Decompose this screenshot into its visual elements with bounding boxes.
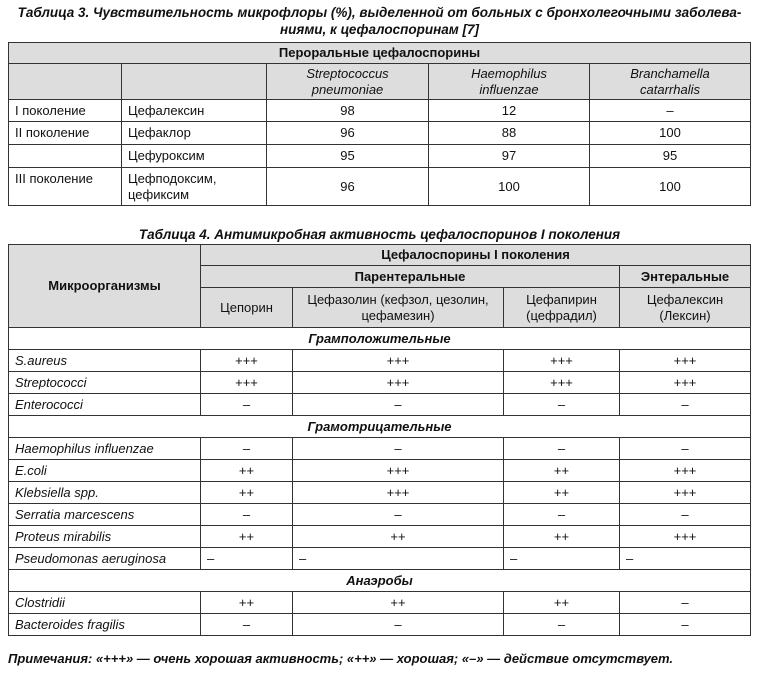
table-row — [9, 592, 751, 614]
activity-cell: – — [293, 438, 504, 460]
table3-section-title: Пероральные цефалоспорины — [9, 43, 751, 64]
activity-cell: – — [201, 394, 293, 416]
value-cell: 100 — [590, 122, 751, 145]
activity-cell: – — [504, 394, 620, 416]
activity-cell: +++ — [293, 350, 504, 372]
organism-cell: Clostridii — [9, 592, 201, 614]
activity-cell: +++ — [620, 460, 751, 482]
table4-header-row — [9, 245, 751, 266]
activity-cell: +++ — [504, 372, 620, 394]
drug-header: Цефазолин (кефзол, цезолин, цефамезин) — [293, 288, 504, 328]
activity-cell: – — [201, 548, 293, 570]
activity-cell: +++ — [293, 460, 504, 482]
value-cell: 100 — [590, 168, 751, 206]
value-cell: – — [590, 100, 751, 122]
activity-cell: +++ — [293, 482, 504, 504]
table3-section-row — [9, 43, 751, 64]
organism-cell: Klebsiella spp. — [9, 482, 201, 504]
activity-cell: – — [620, 438, 751, 460]
activity-cell: ++ — [293, 526, 504, 548]
activity-cell: +++ — [293, 372, 504, 394]
value-cell: 96 — [267, 122, 429, 145]
organism-cell: Enterococci — [9, 394, 201, 416]
activity-cell: – — [201, 614, 293, 636]
activity-cell: +++ — [620, 526, 751, 548]
activity-cell: ++ — [201, 460, 293, 482]
table4-notes: Примечания: «+++» — очень хорошая активность; «++» — хорошая; «–» — действие отсутствует. — [8, 651, 674, 666]
value-cell: 98 — [267, 100, 429, 122]
activity-cell: – — [504, 438, 620, 460]
activity-cell: – — [620, 548, 751, 570]
activity-cell: +++ — [201, 372, 293, 394]
value-cell: 12 — [429, 100, 590, 122]
drug-cell: Цефуроксим — [122, 145, 267, 168]
generation-cell — [9, 145, 122, 168]
table-row — [9, 614, 751, 636]
organism-cell: Serratia marcescens — [9, 504, 201, 526]
organism-cell: Bacteroides fragilis — [9, 614, 201, 636]
table3-header-empty — [122, 64, 267, 100]
drug-header: Цефалексин (Лексин) — [620, 288, 751, 328]
table-row — [9, 145, 751, 168]
table3 — [8, 42, 751, 206]
organism-cell: Haemophilus influenzae — [9, 438, 201, 460]
group-row — [9, 328, 751, 350]
table-row — [9, 168, 751, 206]
activity-cell: – — [620, 394, 751, 416]
table4 — [8, 244, 751, 636]
activity-cell: ++ — [201, 592, 293, 614]
group-title: Грамположительные — [9, 328, 751, 350]
table-row — [9, 122, 751, 145]
generation-cell: III поколение — [9, 168, 122, 206]
generation-cell: II поколение — [9, 122, 122, 145]
generation-cell: I поколение — [9, 100, 122, 122]
table3-column-header: Branchamella catarrhalis — [590, 64, 751, 100]
table-row — [9, 100, 751, 122]
table3-column-header: Streptococcus pneumoniae — [267, 64, 429, 100]
activity-cell: – — [293, 394, 504, 416]
activity-cell: +++ — [620, 372, 751, 394]
group-row — [9, 570, 751, 592]
table-row — [9, 526, 751, 548]
table3-column-header: Haemophilus influenzae — [429, 64, 590, 100]
activity-cell: ++ — [293, 592, 504, 614]
value-cell: 95 — [590, 145, 751, 168]
activity-cell: – — [620, 592, 751, 614]
drug-cell: Цефалексин — [122, 100, 267, 122]
cephalosporins-group-header: Цефалоспорины I поколения — [201, 245, 751, 266]
activity-cell: – — [504, 614, 620, 636]
activity-cell: – — [504, 548, 620, 570]
value-cell: 100 — [429, 168, 590, 206]
table3-header-empty — [9, 64, 122, 100]
activity-cell: – — [293, 614, 504, 636]
activity-cell: ++ — [504, 460, 620, 482]
drug-header: Цефапирин (цефрадил) — [504, 288, 620, 328]
value-cell: 88 — [429, 122, 590, 145]
group-title: Анаэробы — [9, 570, 751, 592]
parenteral-header: Парентеральные — [201, 266, 620, 288]
organism-cell: S.aureus — [9, 350, 201, 372]
activity-cell: +++ — [201, 350, 293, 372]
table3-header-row — [9, 64, 751, 100]
activity-cell: – — [620, 614, 751, 636]
activity-cell: ++ — [504, 592, 620, 614]
organism-cell: Streptococci — [9, 372, 201, 394]
table-row — [9, 504, 751, 526]
table-row — [9, 482, 751, 504]
enteral-header: Энтеральные — [620, 266, 751, 288]
table-row — [9, 350, 751, 372]
table-row — [9, 394, 751, 416]
organism-cell: Proteus mirabilis — [9, 526, 201, 548]
activity-cell: – — [293, 504, 504, 526]
group-title: Грамотрицательные — [9, 416, 751, 438]
drug-cell: Цефаклор — [122, 122, 267, 145]
activity-cell: – — [201, 504, 293, 526]
group-row — [9, 416, 751, 438]
table3-caption — [0, 4, 759, 38]
activity-cell: – — [293, 548, 504, 570]
organisms-header: Микроорганизмы — [9, 245, 201, 328]
activity-cell: ++ — [201, 526, 293, 548]
table3-caption-line2: ниями, к цефалоспоринам [7] — [279, 22, 480, 37]
table4-caption: Таблица 4. Антимикробная активность цефалоспоринов I поколения — [138, 227, 621, 242]
activity-cell: – — [201, 438, 293, 460]
activity-cell: ++ — [504, 482, 620, 504]
activity-cell: – — [504, 504, 620, 526]
activity-cell: – — [620, 504, 751, 526]
organism-cell: Pseudomonas aeruginosa — [9, 548, 201, 570]
value-cell: 95 — [267, 145, 429, 168]
activity-cell: +++ — [620, 350, 751, 372]
table3-caption-line1: Таблица 3. Чувствительность микрофлоры (%), выделенной от больных с бронхолегочными заболева- — [17, 5, 742, 20]
value-cell: 97 — [429, 145, 590, 168]
drug-cell: Цефподоксим, цефиксим — [122, 168, 267, 206]
table-row — [9, 438, 751, 460]
organism-cell: E.coli — [9, 460, 201, 482]
table-row — [9, 460, 751, 482]
drug-header: Цепорин — [201, 288, 293, 328]
activity-cell: ++ — [504, 526, 620, 548]
activity-cell: ++ — [201, 482, 293, 504]
activity-cell: +++ — [620, 482, 751, 504]
activity-cell: +++ — [504, 350, 620, 372]
table-row — [9, 548, 751, 570]
value-cell: 96 — [267, 168, 429, 206]
table-row — [9, 372, 751, 394]
